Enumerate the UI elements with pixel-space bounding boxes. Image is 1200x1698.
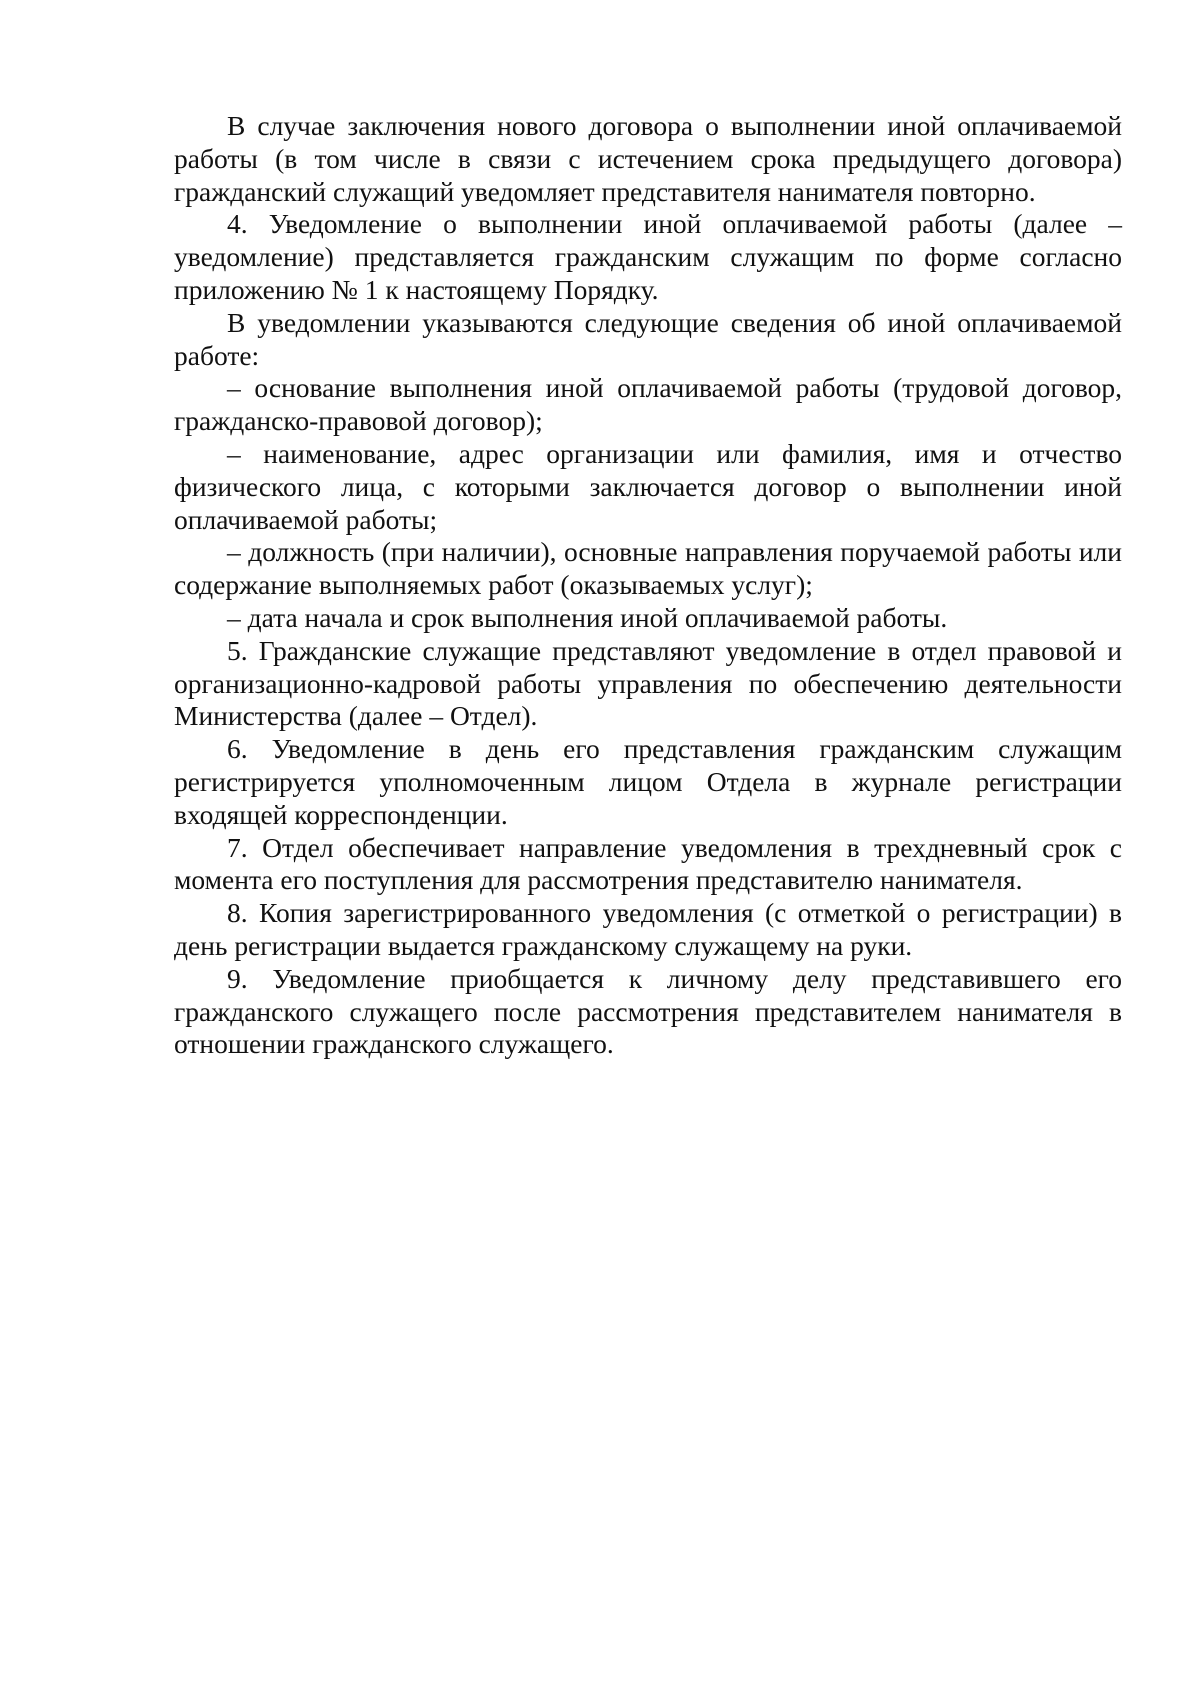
- list-item-organization: – наименование, адрес организации или фамилия, имя и отчество физического лица, с которыми заключается договор о выполнении иной оплачиваемой работы;: [174, 437, 1122, 535]
- list-item-dates: – дата начала и срок выполнения иной оплачиваемой работы.: [227, 601, 948, 633]
- paragraph-item-8: 8. Копия зарегистрированного уведомления (с отметкой о регистрации) в день регистрации выдается гражданскому служащему на руки.: [174, 897, 1122, 961]
- paragraph-notice-contents: В уведомлении указываются следующие сведения об иной оплачиваемой работе:: [174, 306, 1122, 371]
- list-item-position: – должность (при наличии), основные направления поручаемой работы или содержание выполняемых работ (оказываемых услуг);: [174, 536, 1122, 601]
- paragraph-repeat-notice: В случае заключения нового договора о выполнении иной оплачиваемой работы (в том числе в связи с истечением срока предыдущего договора) гражданский служащий уведомляет представителя нанимателя повторно.: [174, 110, 1122, 207]
- paragraph-item-6: 6. Уведомление в день его представления гражданским служащим регистрируется уполномоченным лицом Отдела в журнале регистрации входящей корреспонденции.: [174, 733, 1122, 830]
- paragraph-item-9: 9. Уведомление приобщается к личному делу представившего его гражданского служащего после рассмотрения представителем нанимателя в отношении гражданского служащего.: [174, 962, 1122, 1060]
- list-item-basis: – основание выполнения иной оплачиваемой работы (трудовой договор, гражданско-правовой договор);: [174, 372, 1122, 437]
- paragraph-item-7: 7. Отдел обеспечивает направление уведомления в трехдневный срок с момента его поступления для рассмотрения представителю нанимателя.: [174, 831, 1122, 896]
- paragraph-item-5: 5. Гражданские служащие представляют уведомление в отдел правовой и организационно-кадровой работы управления по обеспечению деятельности Министерства (далее – Отдел).: [174, 634, 1122, 732]
- document-body: [174, 110, 1122, 1061]
- paragraph-item-4: 4. Уведомление о выполнении иной оплачиваемой работы (далее – уведомление) представляется гражданским служащим по форме согласно приложению № 1 к настоящему Порядку.: [174, 208, 1122, 305]
